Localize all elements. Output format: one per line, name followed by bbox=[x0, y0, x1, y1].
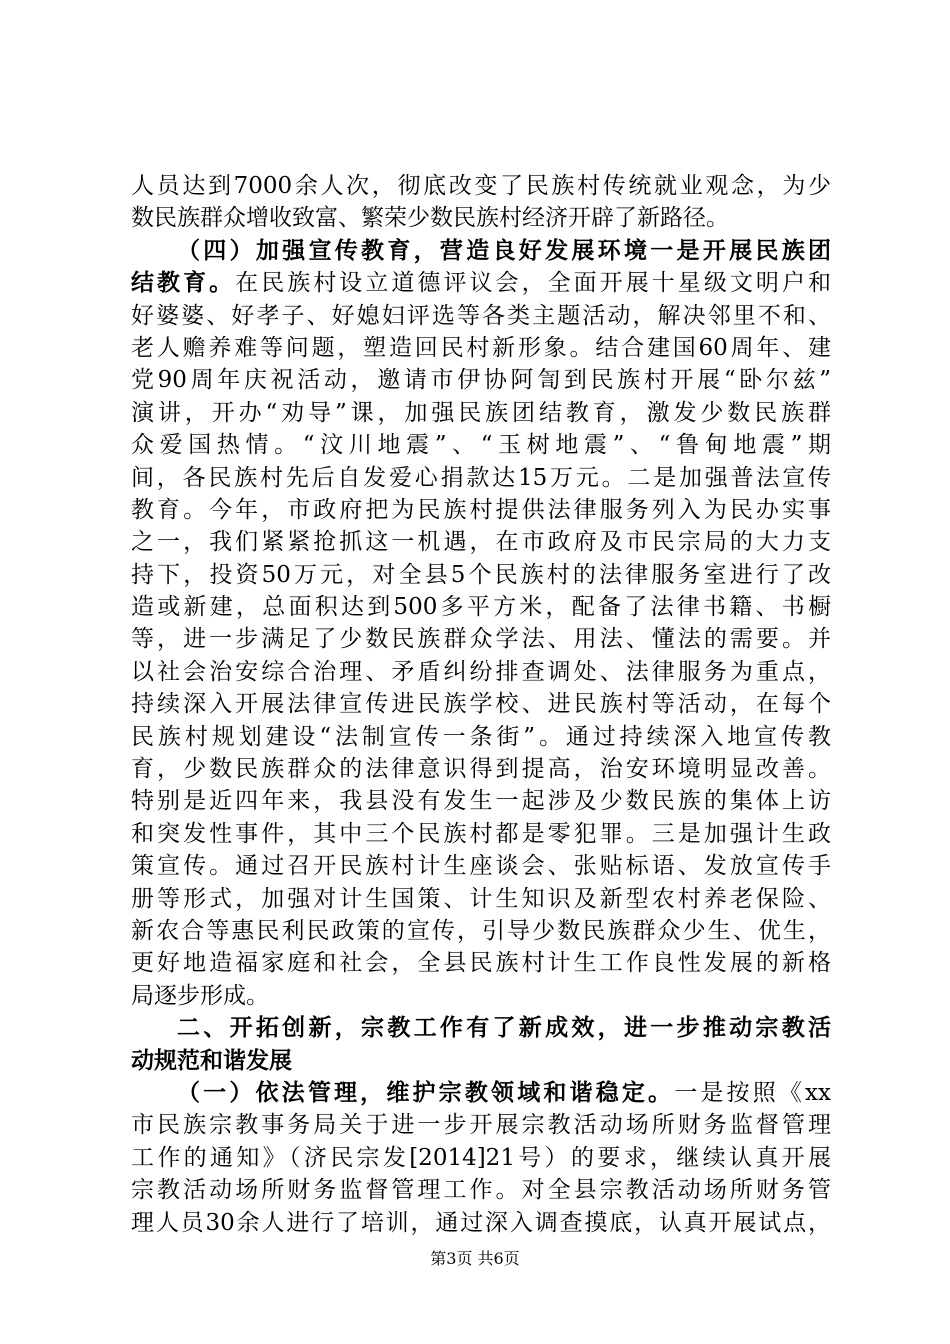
text-run: 和突发性事件，其中三个民族村都是零犯罪。三是加强计生政 bbox=[131, 820, 831, 847]
text-line bbox=[131, 170, 831, 202]
page-footer bbox=[0, 1246, 950, 1269]
text-line bbox=[131, 947, 831, 979]
text-line bbox=[131, 1174, 831, 1206]
text-line bbox=[131, 1077, 831, 1109]
text-line bbox=[131, 883, 831, 915]
text-line bbox=[131, 332, 831, 364]
text-line bbox=[131, 235, 831, 267]
text-line bbox=[131, 397, 831, 429]
text-run: 等，进一步满足了少数民族群众学法、用法、懂法的需要。并 bbox=[131, 626, 831, 653]
text-run: 工作的通知》（济民宗发[2014]21号）的要求，继续认真开展 bbox=[131, 1144, 831, 1171]
text-run: 特别是近四年来，我县没有发生一起涉及少数民族的集体上访 bbox=[131, 788, 831, 815]
text-line bbox=[131, 688, 831, 720]
text-run: 宗教活动场所财务监督管理工作。对全县宗教活动场所财务管 bbox=[131, 1177, 831, 1204]
text-line bbox=[131, 364, 831, 396]
text-line bbox=[131, 1142, 831, 1174]
bold-text-run: 二、开拓创新，宗教工作有了新成效，进一步推动宗教活 bbox=[177, 1014, 831, 1042]
bold-text-run: 结教育。 bbox=[131, 269, 236, 297]
text-line bbox=[131, 915, 831, 947]
bold-text-run: （一）依法管理，维护宗教领域和谐稳定。 bbox=[177, 1078, 675, 1106]
text-line bbox=[131, 1012, 831, 1044]
text-run: 教育。今年，市政府把为民族村提供法律服务列入为民办实事 bbox=[131, 496, 831, 523]
text-line bbox=[131, 591, 831, 623]
text-line bbox=[131, 494, 831, 526]
text-run: 人员达到7000余人次，彻底改变了民族村传统就业观念，为少 bbox=[131, 173, 831, 199]
text-run: 市民族宗教事务局关于进一步开展宗教活动场所财务监督管理 bbox=[131, 1112, 831, 1139]
text-run: 持续深入开展法律宣传进民族学校、进民族村等活动，在每个 bbox=[131, 691, 831, 718]
text-line bbox=[131, 721, 831, 753]
text-line bbox=[131, 656, 831, 688]
text-run: 好婆婆、好孝子、好媳妇评选等各类主题活动，解决邻里不和、 bbox=[131, 302, 831, 329]
text-run: 在民族村设立道德评议会，全面开展十星级文明户和 bbox=[235, 270, 832, 297]
text-line bbox=[131, 202, 831, 234]
text-run: 以社会治安综合治理、矛盾纠纷排查调处、法律服务为重点， bbox=[131, 658, 831, 685]
text-run: 众爱国热情。“汶川地震”、“玉树地震”、“鲁甸地震”期 bbox=[131, 432, 831, 459]
text-run: 党90周年庆祝活动，邀请市伊协阿訇到民族村开展“卧尔兹” bbox=[131, 367, 831, 394]
bold-text-run: 动规范和谐发展 bbox=[131, 1046, 292, 1074]
text-line bbox=[131, 623, 831, 655]
text-line bbox=[131, 429, 831, 461]
text-run: 造或新建，总面积达到500多平方米，配备了法律书籍、书橱 bbox=[131, 594, 831, 621]
text-line bbox=[131, 559, 831, 591]
text-run: 册等形式，加强对计生国策、计生知识及新型农村养老保险、 bbox=[131, 885, 831, 912]
text-line bbox=[131, 785, 831, 817]
bold-text-run: （四）加强宣传教育，营造良好发展环境一是开展民族团 bbox=[177, 236, 831, 264]
text-run: 老人赡养难等问题，塑造回民村新形象。结合建国60周年、建 bbox=[131, 334, 831, 361]
text-run: 一是按照《xx bbox=[674, 1079, 832, 1106]
text-run: 间，各民族村先后自发爱心捐款达15万元。二是加强普法宣传 bbox=[131, 464, 831, 491]
page-number-label: 第3页 共6页 bbox=[430, 1249, 520, 1268]
text-line bbox=[131, 267, 831, 299]
text-run: 局逐步形成。 bbox=[131, 982, 269, 1009]
document-body bbox=[131, 170, 831, 1239]
text-run: 演讲，开办“劝导”课，加强民族团结教育，激发少数民族群 bbox=[131, 399, 831, 426]
text-line bbox=[131, 980, 831, 1012]
text-line bbox=[131, 1045, 831, 1077]
text-line bbox=[131, 850, 831, 882]
text-run: 之一，我们紧紧抢抓这一机遇，在市政府及市民宗局的大力支 bbox=[131, 529, 831, 556]
text-run: 更好地造福家庭和社会，全县民族村计生工作良性发展的新格 bbox=[131, 950, 831, 977]
text-line bbox=[131, 300, 831, 332]
text-run: 新农合等惠民利民政策的宣传，引导少数民族群众少生、优生， bbox=[131, 917, 831, 944]
text-line bbox=[131, 1207, 831, 1239]
text-run: 育，少数民族群众的法律意识得到提高，治安环境明显改善。 bbox=[131, 756, 831, 783]
text-line bbox=[131, 818, 831, 850]
text-line bbox=[131, 526, 831, 558]
text-run: 民族村规划建设“法制宣传一条街”。通过持续深入地宣传教 bbox=[131, 723, 831, 750]
text-run: 理人员30余人进行了培训，通过深入调查摸底，认真开展试点， bbox=[131, 1209, 831, 1236]
text-run: 数民族群众增收致富、繁荣少数民族村经济开辟了新路径。 bbox=[131, 205, 729, 232]
text-line bbox=[131, 753, 831, 785]
text-run: 策宣传。通过召开民族村计生座谈会、张贴标语、发放宣传手 bbox=[131, 853, 831, 880]
text-line bbox=[131, 462, 831, 494]
text-run: 持下，投资50万元，对全县5个民族村的法律服务室进行了改 bbox=[131, 561, 831, 588]
text-line bbox=[131, 1109, 831, 1141]
